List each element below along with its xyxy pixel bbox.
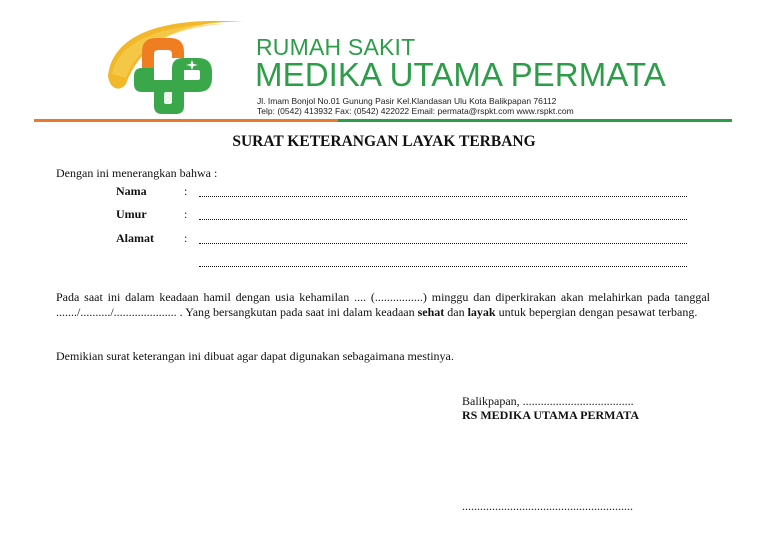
field-colon: : [184, 231, 188, 245]
field-line-nama [199, 196, 687, 197]
pregnancy-statement [56, 290, 710, 319]
header-divider-orange [34, 119, 338, 122]
field-line-alamat [199, 243, 687, 244]
field-colon: : [184, 207, 188, 221]
signing-organization: RS MEDIKA UTAMA PERMATA [462, 408, 639, 422]
hospital-name-line2: MEDIKA UTAMA PERMATA [255, 56, 666, 93]
statement-bold-layak: layak [467, 304, 496, 319]
address-line: Jl. Imam Bonjol No.01 Gunung Pasir Kel.Klandasan Ulu Kota Balikpapan 76112 [257, 96, 557, 106]
field-line-alamat-continued [199, 266, 687, 267]
header-divider-green [338, 119, 732, 122]
field-colon: : [184, 184, 188, 198]
signature-line: ......................................................... [462, 499, 633, 513]
contact-line: Telp: (0542) 413932 Fax: (0542) 422022 Email: permata@rspkt.com www.rspkt.com [257, 106, 574, 116]
place-date: Balikpapan, ..................................... [462, 394, 634, 408]
hospital-name-line1: RUMAH SAKIT [256, 34, 416, 60]
field-label-alamat: Alamat [116, 231, 154, 245]
hospital-address [257, 96, 574, 116]
statement-bold-sehat: sehat [417, 304, 445, 319]
statement-text: Pada saat ini dalam keadaan hamil dengan usia kehamilan .... (................) minggu dan diperkirakan akan melahirkan pada tanggal ......./........../..................... . Yang bersangkutan pada saat ini dalam keadaan [56, 290, 710, 319]
document-title: SURAT KETERANGAN LAYAK TERBANG [232, 133, 536, 150]
field-label-umur: Umur [116, 207, 147, 221]
field-line-umur [199, 219, 687, 220]
medical-cross-logo-icon [104, 14, 252, 118]
statement-text: dan [444, 304, 468, 319]
field-label-nama: Nama [116, 184, 147, 198]
intro-text: Dengan ini menerangkan bahwa : [56, 166, 218, 180]
statement-text: untuk bepergian dengan pesawat terbang. [495, 304, 698, 319]
closing-statement: Demikian surat keterangan ini dibuat agar dapat digunakan sebagaimana mestinya. [56, 349, 454, 363]
